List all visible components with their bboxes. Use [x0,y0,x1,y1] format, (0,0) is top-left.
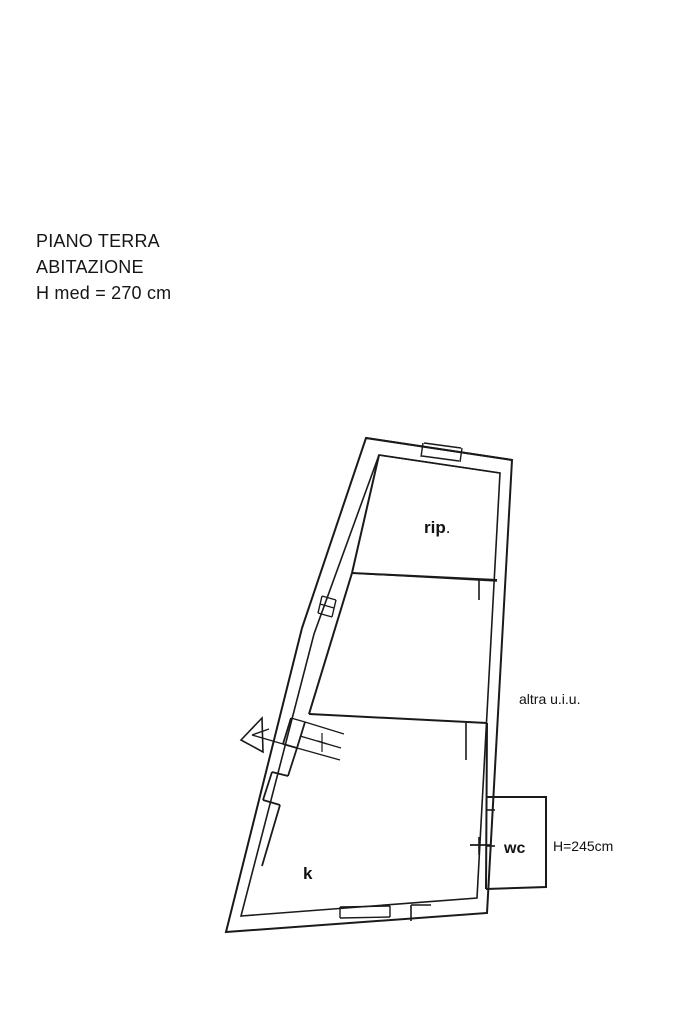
title-line-floor: PIANO TERRA [36,231,160,251]
wall-mid-north [352,573,497,581]
room-label-rip: rip. [424,518,451,537]
building-outline [226,438,512,932]
building-inner-face [241,455,500,916]
wall-central-south [309,714,487,723]
title-line-usage: ABITAZIONE [36,257,144,278]
room-label-wc: wc [504,840,526,857]
wall-rip-west [352,455,379,573]
wall-east-lower [486,723,487,889]
annotation-wc-height: H=245cm [553,838,614,854]
wall-central-west [309,573,352,714]
annotation-adjacent-unit: altra u.i.u. [519,691,581,707]
room-label-k: k [303,864,313,883]
title-line-height: H med = 270 cm [36,283,172,304]
